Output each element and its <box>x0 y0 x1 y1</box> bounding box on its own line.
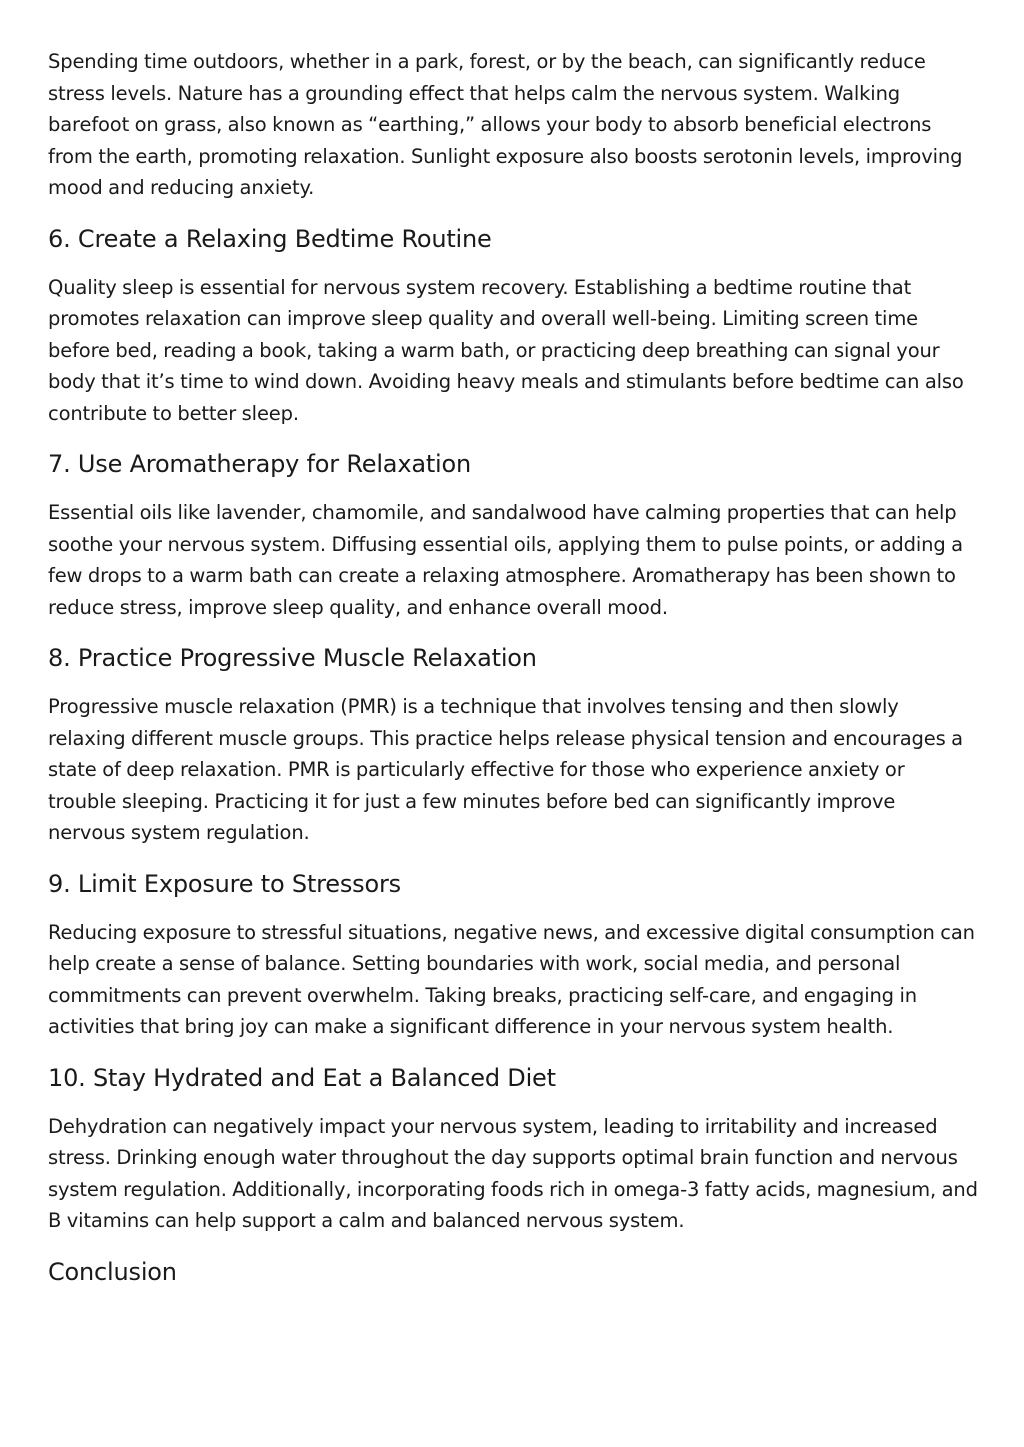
section-body-limit-stressors: Reducing exposure to stressful situations, negative news, and excessive digital consumption can help create a sense of balance. Setting boundaries with work, social media, and personal commitments can prevent overwhelm. Taking breaks, practicing self-care, and engaging in activities that bring joy can make a significant difference in your nervous system health. <box>48 920 975 1038</box>
section-heading-aromatherapy: 7. Use Aromatherapy for Relaxation <box>48 450 471 478</box>
section-body-bedtime-routine: Quality sleep is essential for nervous system recovery. Establishing a bedtime routine that promotes relaxation can improve sleep quality and overall well-being. Limiting screen time before bed, reading a book, taking a warm bath, or practicing deep breathing can signal your body that it’s time to wind down. Avoiding heavy meals and stimulants before bedtime can also contribute to better sleep. <box>48 275 964 425</box>
intro-paragraph: Spending time outdoors, whether in a park, forest, or by the beach, can significantly reduce stress levels. Nature has a grounding effect that helps calm the nervous system. Walking barefoot on grass, also known as “earthing,” allows your body to absorb beneficial electrons from the earth, promoting relaxation. Sunlight exposure also boosts serotonin levels, improving mood and reducing anxiety. <box>48 50 963 199</box>
section-heading-limit-stressors: 9. Limit Exposure to Stressors <box>48 869 401 898</box>
conclusion-heading: Conclusion <box>48 1257 177 1286</box>
section-body-hydration-diet: Dehydration can negatively impact your nervous system, leading to irritability and increased stress. Drinking enough water throughout the day supports optimal brain function and nervous system regulation. Additionally, incorporating foods rich in omega-3 fatty acids, magnesium, and B vitamins can help support a calm and balanced nervous system. <box>48 1114 978 1232</box>
section-heading-bedtime-routine: 6. Create a Relaxing Bedtime Routine <box>48 224 492 253</box>
section-body-muscle-relaxation: Progressive muscle relaxation (PMR) is a technique that involves tensing and then slowly relaxing different muscle groups. This practice helps release physical tension and encourages a state of deep relaxation. PMR is particularly effective for those who experience anxiety or trouble sleeping. Practicing it for just a few minutes before bed can significantly improve nervous system regulation. <box>48 695 963 844</box>
article-content <box>48 46 978 1305</box>
section-body-aromatherapy: Essential oils like lavender, chamomile, and sandalwood have calming properties that can help soothe your nervous system. Diffusing essential oils, applying them to pulse points, or adding a few drops to a warm bath can create a relaxing atmosphere. Aromatherapy has been shown to reduce stress, improve sleep quality, and enhance overall mood. <box>48 501 963 619</box>
section-heading-hydration-diet: 10. Stay Hydrated and Eat a Balanced Diet <box>48 1063 556 1092</box>
section-heading-muscle-relaxation: 8. Practice Progressive Muscle Relaxation <box>48 644 537 672</box>
